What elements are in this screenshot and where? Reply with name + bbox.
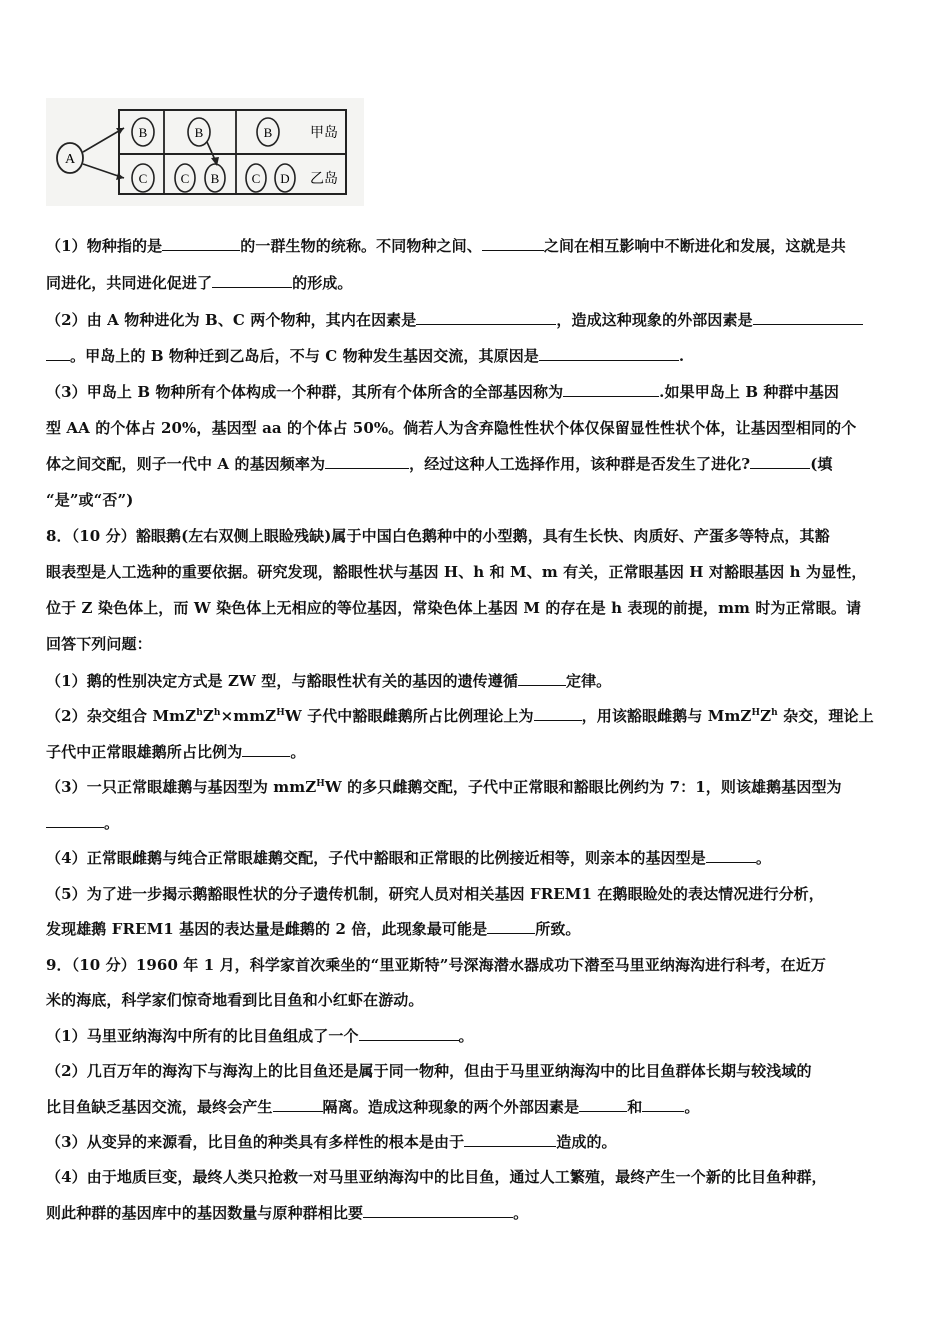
q9-p3: （3）从变异的来源看，比目鱼的种类具有多样性的根本是由于 造成的。	[46, 1133, 617, 1151]
node-a-label: A	[64, 152, 76, 167]
q7-p1-line1: （1）物种指的是 的一群生物的统称。不同物种之间、 之间在相互影响中不断进化和发展，这就是共	[46, 237, 846, 255]
q9-p4-line1: （4）由于地质巨变，最终人类只抢救一对马里亚纳海沟中的比目鱼，通过人工繁殖，最终产生一个新的比目鱼种群，	[46, 1168, 827, 1186]
q8-p3-line2: 。	[46, 813, 119, 833]
row1-species-1: B	[138, 125, 148, 140]
q7-p3-line4: “是”或“否”)	[46, 491, 134, 509]
row2-species-2b: B	[210, 171, 220, 186]
q8-p2-line1: （2）杂交组合 $MmZ^hZ^h\times mmZ^HW$ 子代中豁眼雌鹅所占比例理论上为 ，用该豁眼雌鹅与 $MmZ^HZ^h$ 杂交，理论上	[46, 707, 874, 725]
q7-p3-line3: 体之间交配，则子一代中 A 的基因频率为 ，经过这种人工选择作用，该种群是否发生了进化? (填	[46, 455, 833, 473]
q8-intro-line2: 眼表型是人工选种的重要依据。研究发现，豁眼性状与基因 H、h 和 M、m 有关，正常眼基因 H 对豁眼基因 h 为显性，	[46, 563, 867, 581]
q8-intro-line4: 回答下列问题：	[46, 635, 152, 653]
island-jia-label: 甲岛	[310, 125, 338, 141]
q7-p2-line2: 。甲岛上的 B 物种迁到乙岛后，不与 C 物种发生基因交流，其原因是 .	[46, 346, 684, 366]
q8-p5-line1: （5）为了进一步揭示鹅豁眼性状的分子遗传机制，研究人员对相关基因 FREM1 在鹅眼睑处的表达情况进行分析，	[46, 885, 824, 903]
q8-p2-line2: 子代中正常眼雄鹅所占比例为 。	[46, 743, 306, 761]
q7-p1-line2: 同进化，共同进化促进了 的形成。	[46, 274, 353, 292]
q7-p2-line1: （2）由 A 物种进化为 B、C 两个物种，其内在因素是 ，造成这种现象的外部因素是	[46, 310, 863, 330]
island-yi-label: 乙岛	[310, 171, 338, 187]
island-diagram	[46, 98, 364, 206]
q8-p1: （1）鹅的性别决定方式是 ZW 型，与豁眼性状有关的基因的遗传遵循 定律。	[46, 672, 612, 690]
row1-species-3: B	[263, 125, 273, 140]
row2-species-3a: C	[251, 171, 261, 186]
q7-p3-line1: （3）甲岛上 B 物种所有个体构成一个种群，其所有个体所含的全部基因称为 .如果甲岛上 B 种群中基因	[46, 383, 839, 401]
q9-p2-line2: 比目鱼缺乏基因交流，最终会产生 隔离。造成这种现象的两个外部因素是 和 。	[46, 1098, 700, 1116]
row1-species-2: B	[194, 125, 204, 140]
q8-p3-line1: （3）一只正常眼雄鹅与基因型为 mmZ$^H$W 的多只雌鹅交配，子代中正常眼和豁眼比例约为 7：1，则该雄鹅基因型为	[46, 778, 842, 796]
q8-p4: （4）正常眼雌鹅与纯合正常眼雄鹅交配，子代中豁眼和正常眼的比例接近相等，则亲本的基因型是 。	[46, 849, 771, 867]
q8-intro-line1: 8．（10 分）豁眼鹅(左右双侧上眼睑残缺)属于中国白色鹅种中的小型鹅，具有生长快、肉质好、产蛋多等特点，其豁	[46, 527, 830, 545]
q9-p4-line2: 则此种群的基因库中的基因数量与原种群相比要 。	[46, 1204, 529, 1222]
q9-intro-line1: 9．（10 分）1960 年 1 月，科学家首次乘坐的“里亚斯特”号深海潜水器成功下潜至马里亚纳海沟进行科考，在近万	[46, 956, 826, 974]
row2-species-2a: C	[180, 171, 190, 186]
q7-p3-line2: 型 AA 的个体占 20%，基因型 aa 的个体占 50%。倘若人为含弃隐性性状个体仅保留显性性状个体，让基因型相同的个	[46, 419, 857, 437]
q9-p1: （1）马里亚纳海沟中所有的比目鱼组成了一个 。	[46, 1027, 474, 1045]
q9-p2-line1: （2）几百万年的海沟下与海沟上的比目鱼还是属于同一物种，但由于马里亚纳海沟中的比目鱼群体长期与较浅域的	[46, 1062, 812, 1080]
q8-intro-line3: 位于 Z 染色体上，而 W 染色体上无相应的等位基因，常染色体上基因 M 的存在是 h 表现的前提，mm 时为正常眼。请	[46, 599, 862, 617]
row2-species-3b: D	[280, 171, 290, 186]
row2-species-1: C	[138, 171, 148, 186]
q8-p5-line2: 发现雄鹅 FREM1 基因的表达量是雌鹅的 2 倍，此现象最可能是 所致。	[46, 920, 581, 938]
q9-intro-line2: 米的海底，科学家们惊奇地看到比目鱼和小红虾在游动。	[46, 991, 424, 1009]
